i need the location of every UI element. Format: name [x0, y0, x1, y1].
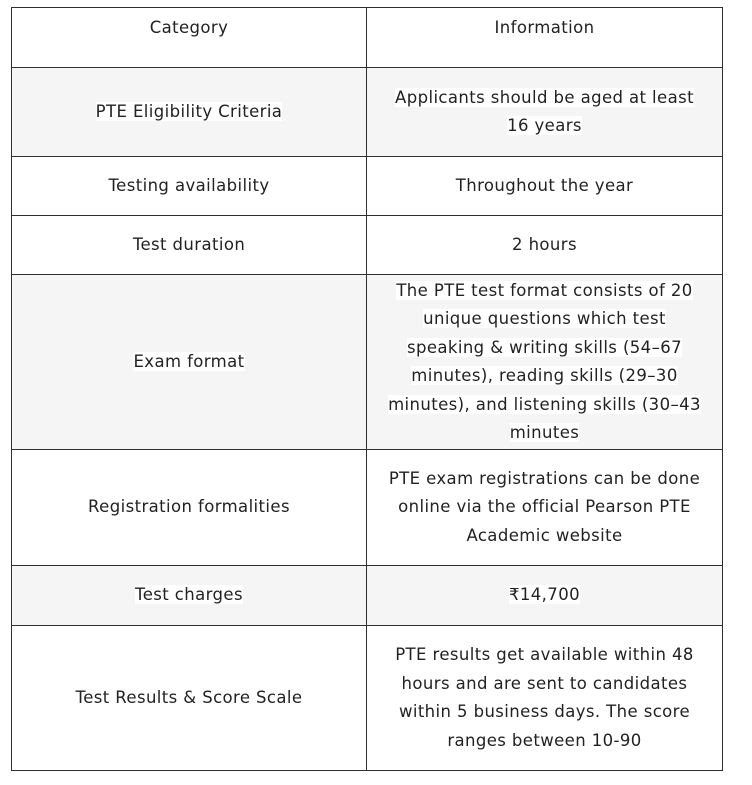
table-row [12, 68, 723, 157]
category-text: Test charges [135, 585, 243, 605]
information-text: ₹14,700 [508, 585, 581, 605]
information-cell [367, 275, 723, 450]
table-row [12, 450, 723, 566]
category-cell: Test Results & Score Scale [12, 626, 367, 771]
category-cell: Registration formalities [12, 450, 367, 566]
header-category: Category [12, 8, 367, 68]
information-text: The PTE test format consists of 20 unique questions which test speaking & writing skills (54–67 minutes), reading skills (29–30 minutes), and listening skills (30–43 minutes [388, 280, 701, 442]
table-row [12, 216, 723, 275]
category-cell [12, 566, 367, 626]
table-row [12, 157, 723, 216]
information-text: Applicants should be aged at least 16 years [395, 87, 694, 135]
category-cell [12, 275, 367, 450]
category-cell: Testing availability [12, 157, 367, 216]
category-text: Exam format [133, 351, 245, 371]
information-cell: PTE exam registrations can be done online via the official Pearson PTE Academic website [367, 450, 723, 566]
information-cell [367, 68, 723, 157]
table-row [12, 566, 723, 626]
category-text: PTE Eligibility Criteria [95, 101, 283, 121]
header-information: Information [367, 8, 723, 68]
info-table [11, 7, 723, 771]
information-cell: 2 hours [367, 216, 723, 275]
table-row [12, 275, 723, 450]
table-row [12, 626, 723, 771]
information-cell [367, 566, 723, 626]
category-cell: Test duration [12, 216, 367, 275]
category-cell [12, 68, 367, 157]
information-cell: PTE results get available within 48 hours and are sent to candidates within 5 business days. The score ranges between 10-90 [367, 626, 723, 771]
table-header-row [12, 8, 723, 68]
information-cell: Throughout the year [367, 157, 723, 216]
